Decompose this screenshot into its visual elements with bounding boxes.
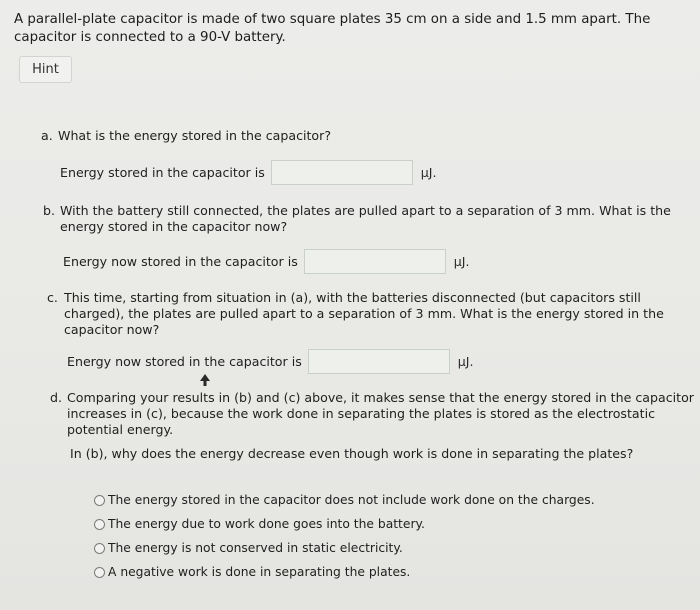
option-3[interactable]	[94, 536, 595, 560]
part-b-text	[60, 203, 671, 235]
part-c-answer-row	[67, 349, 473, 374]
part-a-question	[41, 128, 331, 144]
hint-button[interactable]: Hint	[19, 56, 72, 83]
radio-button-icon[interactable]	[94, 567, 105, 578]
part-d-question: In (b), why does the energy decrease even though work is done in separating the plates?	[70, 446, 634, 461]
option-4-label: A negative work is done in separating the plates.	[108, 565, 411, 579]
part-a-text: What is the energy stored in the capacitor?	[58, 128, 331, 143]
part-a-answer-input[interactable]	[271, 160, 413, 185]
radio-button-icon[interactable]	[94, 543, 105, 554]
part-c-text-line2: charged), the plates are pulled apart to a separation of 3 mm. What is the energy stored in the	[64, 306, 664, 321]
part-d-options	[94, 488, 595, 584]
part-d-text-line3: potential energy.	[67, 422, 174, 437]
part-b-text-line1: With the battery still connected, the plates are pulled apart to a separation of 3 mm. What is the	[60, 203, 671, 218]
part-a-unit: μJ.	[420, 165, 437, 180]
part-c-answer-input[interactable]	[308, 349, 450, 374]
part-b-answer-input[interactable]	[304, 249, 446, 274]
part-b-label: b.	[43, 203, 55, 218]
part-c-label: c.	[47, 290, 58, 305]
radio-button-icon[interactable]	[94, 519, 105, 530]
part-d-text	[67, 390, 694, 438]
part-b-text-line2: energy stored in the capacitor now?	[60, 219, 288, 234]
part-c-text	[64, 290, 664, 338]
part-a-answer-row	[60, 160, 437, 185]
option-2[interactable]	[94, 512, 595, 536]
option-3-label: The energy is not conserved in static electricity.	[108, 541, 403, 555]
problem-statement: A parallel-plate capacitor is made of two square plates 35 cm on a side and 1.5 mm apart. The capacitor is connected to a 90-V battery.	[14, 12, 651, 45]
option-2-label: The energy due to work done goes into the battery.	[108, 517, 425, 531]
part-c-unit: μJ.	[457, 354, 474, 369]
part-c-question	[47, 290, 664, 338]
option-4[interactable]	[94, 560, 595, 584]
part-d-text-line2: increases in (c), because the work done in separating the plates is stored as the electrostatic	[67, 406, 656, 421]
option-1[interactable]	[94, 488, 595, 512]
part-a-label: a.	[41, 128, 53, 143]
part-a-answer-prefix: Energy stored in the capacitor is	[60, 165, 265, 180]
part-d-text-line1: Comparing your results in (b) and (c) above, it makes sense that the energy stored in the capacitor	[67, 390, 694, 405]
part-c-text-line3: capacitor now?	[64, 322, 160, 337]
part-b-unit: μJ.	[453, 254, 470, 269]
part-b-answer-row	[63, 249, 469, 274]
part-b-question	[43, 203, 671, 235]
mouse-cursor-icon	[200, 374, 210, 386]
part-b-answer-prefix: Energy now stored in the capacitor is	[63, 254, 298, 269]
part-d-statement	[50, 390, 694, 438]
part-c-answer-prefix: Energy now stored in the capacitor is	[67, 354, 302, 369]
option-1-label: The energy stored in the capacitor does not include work done on the charges.	[108, 493, 595, 507]
part-c-text-line1: This time, starting from situation in (a), with the batteries disconnected (but capacitors still	[64, 290, 641, 305]
part-d-label: d.	[50, 390, 62, 405]
radio-button-icon[interactable]	[94, 495, 105, 506]
